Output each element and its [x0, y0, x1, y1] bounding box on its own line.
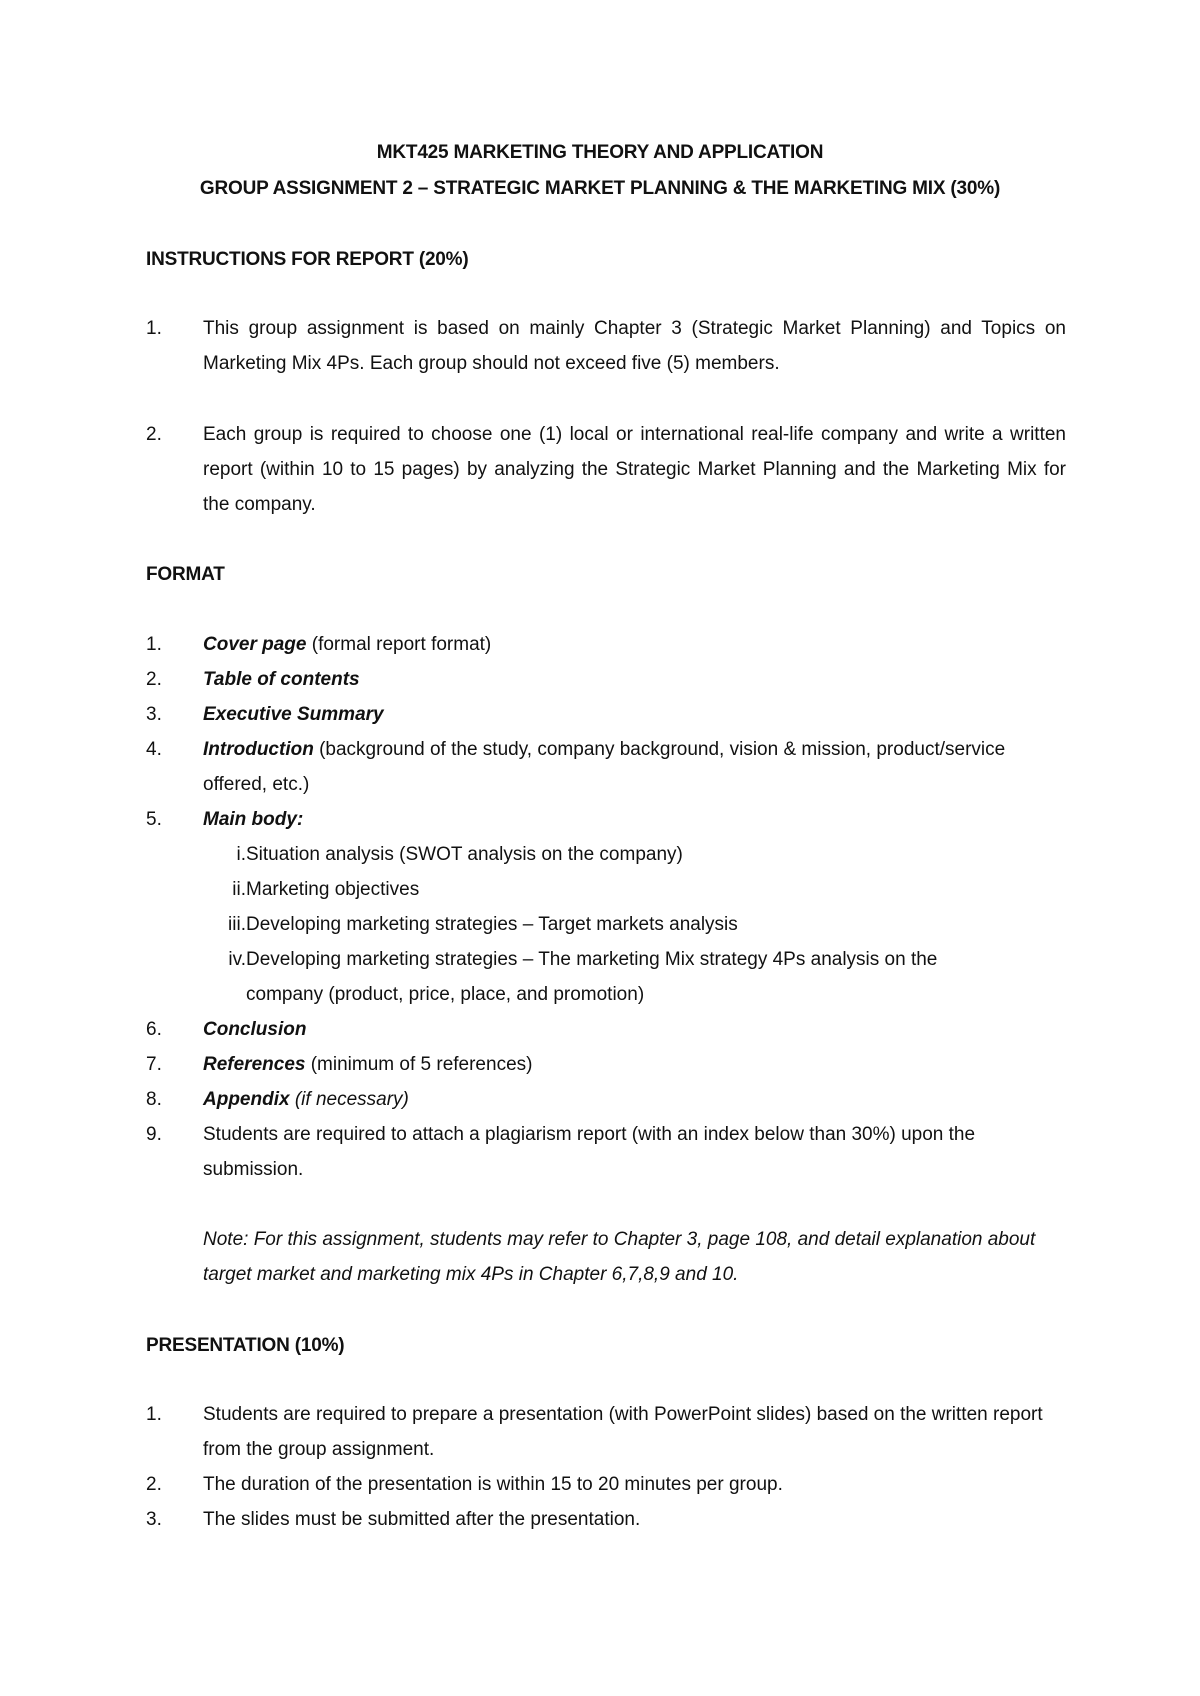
- item-label: Main body:: [203, 809, 304, 830]
- subitem-number: ii.: [232, 879, 246, 900]
- main-body-subitem: [206, 942, 986, 1012]
- presentation-heading: PRESENTATION (10%): [146, 1335, 345, 1356]
- format-item: [146, 802, 1066, 837]
- item-number: 5.: [146, 809, 162, 830]
- item-text: Each group is required to choose one (1) local or international real-life company and write a written report (within 10 to 15 pages) by analyzing the Strategic Market Planning and the Marketing Mix for the company.: [203, 424, 1066, 515]
- report-heading: INSTRUCTIONS FOR REPORT (20%): [146, 249, 469, 270]
- item-number: 9.: [146, 1124, 162, 1145]
- item-text: The slides must be submitted after the presentation.: [203, 1509, 641, 1530]
- item-number: 1.: [146, 634, 162, 655]
- item-text: (minimum of 5 references): [305, 1054, 533, 1075]
- item-text: This group assignment is based on mainly Chapter 3 (Strategic Market Planning) and Topics on Marketing Mix 4Ps. Each group should not exceed five (5) members.: [203, 318, 1066, 374]
- item-label: Conclusion: [203, 1019, 307, 1040]
- document-title: MKT425 MARKETING THEORY AND APPLICATION: [376, 142, 824, 163]
- item-number: 6.: [146, 1019, 162, 1040]
- item-number: 1.: [146, 318, 162, 339]
- format-note: Note: For this assignment, students may refer to Chapter 3, page 108, and detail explanation about target market and marketing mix 4Ps in Chapter 6,7,8,9 and 10.: [203, 1229, 1036, 1285]
- item-text: Students are required to prepare a presentation (with PowerPoint slides) based on the written report from the group assignment.: [203, 1404, 1043, 1460]
- report-item: [146, 311, 1066, 381]
- item-number: 8.: [146, 1089, 162, 1110]
- format-item: [146, 1047, 1066, 1082]
- subitem-number: i.: [236, 844, 246, 865]
- item-label: Introduction: [203, 739, 314, 760]
- format-item: [146, 732, 1066, 802]
- main-body-subitem: [206, 907, 1006, 942]
- format-item: [146, 1082, 1066, 1117]
- document-subtitle: GROUP ASSIGNMENT 2 – STRATEGIC MARKET PLANNING & THE MARKETING MIX (30%): [199, 178, 1001, 199]
- item-label: Table of contents: [203, 669, 360, 690]
- item-number: 7.: [146, 1054, 162, 1075]
- main-body-subitem: [206, 872, 1006, 907]
- item-text: The duration of the presentation is within 15 to 20 minutes per group.: [203, 1474, 783, 1495]
- item-text: Students are required to attach a plagiarism report (with an index below than 30%) upon the submission.: [203, 1124, 976, 1180]
- subitem-text: Developing marketing strategies – The marketing Mix strategy 4Ps analysis on the company (product, price, place, and promotion): [246, 949, 938, 1005]
- subitem-number: iii.: [228, 914, 246, 935]
- subitem-text: Developing marketing strategies – Target markets analysis: [246, 914, 738, 935]
- item-number: 2.: [146, 669, 162, 690]
- report-item: [146, 417, 1066, 522]
- item-label: References: [203, 1054, 306, 1075]
- format-item: [146, 1117, 1066, 1187]
- item-number: 3.: [146, 704, 162, 725]
- presentation-item: [146, 1397, 1066, 1467]
- presentation-item: [146, 1467, 1066, 1502]
- item-number: 1.: [146, 1404, 162, 1425]
- subitem-text: Situation analysis (SWOT analysis on the company): [246, 844, 683, 865]
- item-text: (if necessary): [289, 1089, 409, 1110]
- item-label: Executive Summary: [203, 704, 384, 725]
- format-item: [146, 627, 1066, 662]
- item-label: Cover page: [203, 634, 307, 655]
- item-label: Appendix: [203, 1089, 290, 1110]
- item-number: 4.: [146, 739, 162, 760]
- item-text: (background of the study, company background, vision & mission, product/service offered, etc.): [203, 739, 1006, 795]
- format-heading: FORMAT: [146, 564, 225, 585]
- item-number: 3.: [146, 1509, 162, 1530]
- subitem-number: iv.: [228, 949, 246, 970]
- item-text: (formal report format): [306, 634, 492, 655]
- main-body-subitem: [206, 837, 1006, 872]
- item-number: 2.: [146, 424, 162, 445]
- subitem-text: Marketing objectives: [246, 879, 420, 900]
- format-item: [146, 1012, 1066, 1047]
- item-number: 2.: [146, 1474, 162, 1495]
- format-item: [146, 697, 1066, 732]
- presentation-item: [146, 1502, 1066, 1537]
- format-item: [146, 662, 1066, 697]
